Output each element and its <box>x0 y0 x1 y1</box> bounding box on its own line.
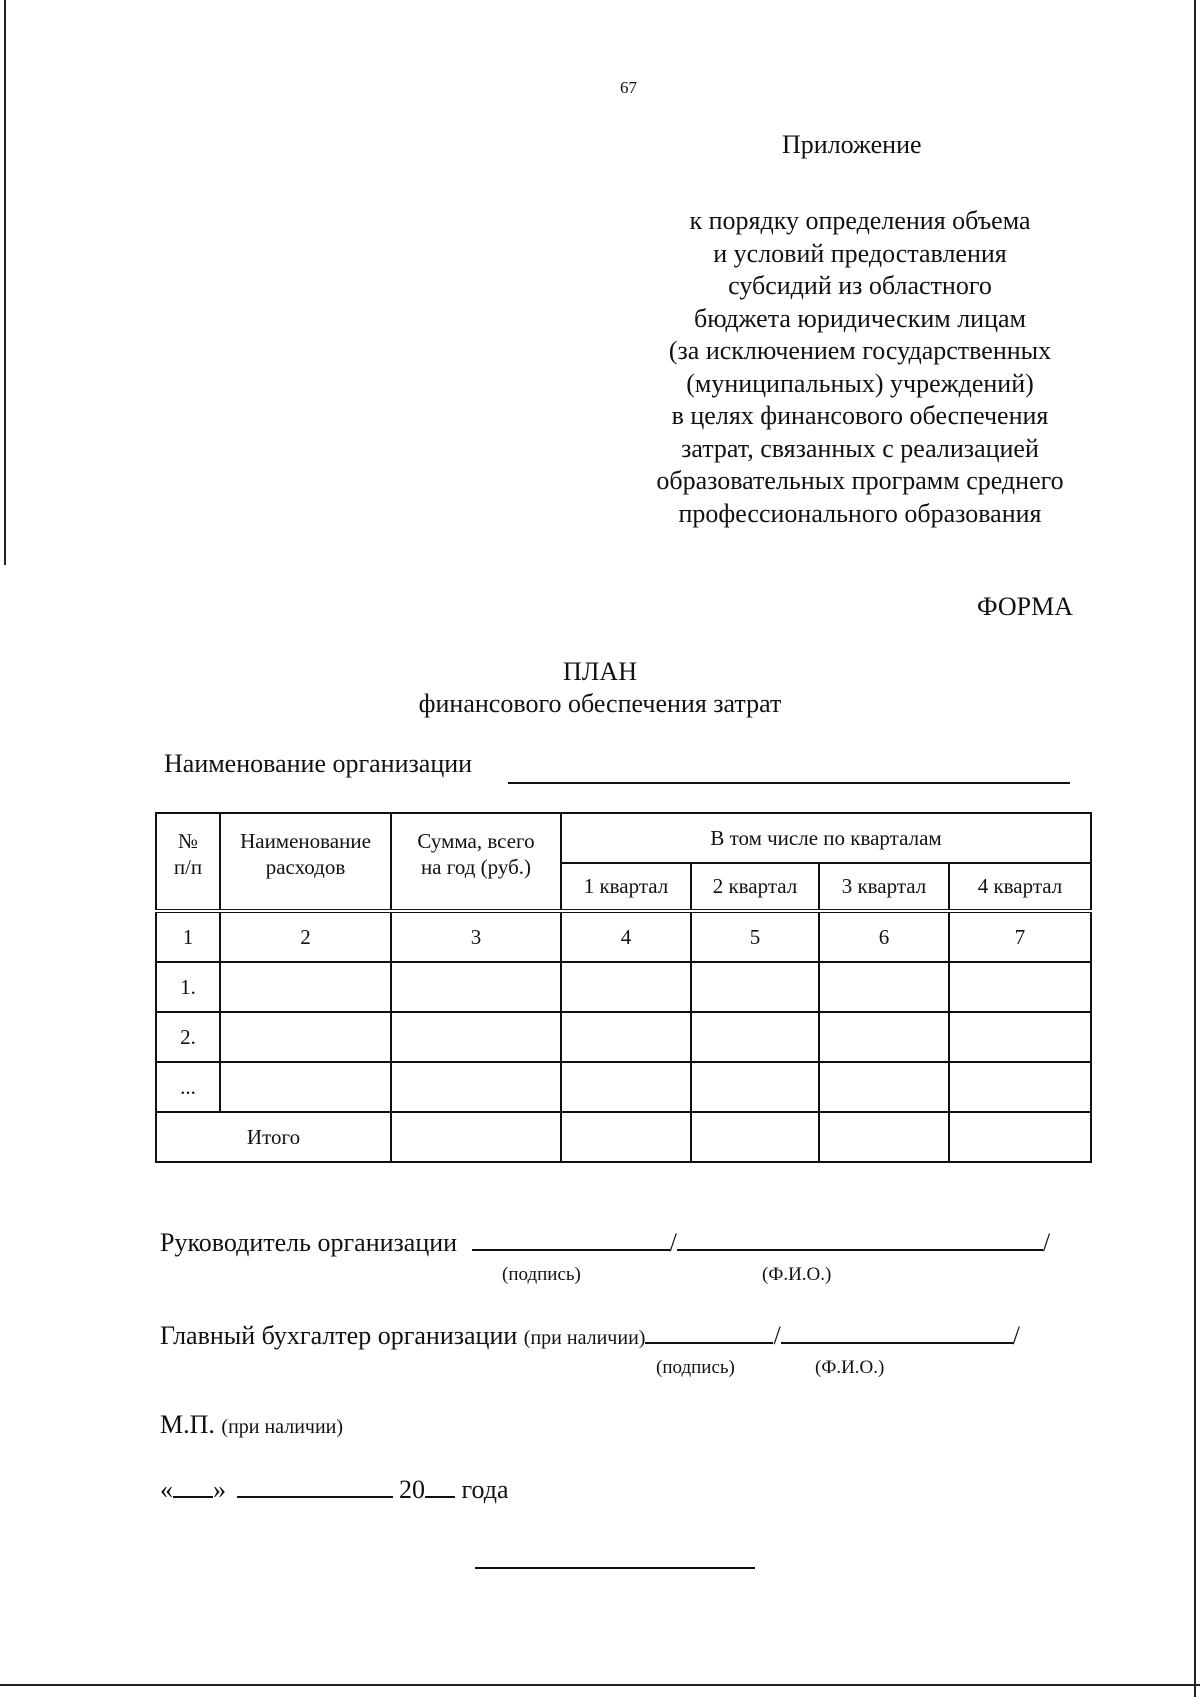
table-cell[interactable] <box>220 962 391 1012</box>
table-cell[interactable] <box>220 1062 391 1112</box>
row-number: ... <box>156 1062 220 1112</box>
header-quarters-group: В том числе по кварталам <box>561 813 1091 863</box>
head-fio-field[interactable] <box>677 1227 1043 1251</box>
accountant-label: Главный бухгалтер организации <box>160 1321 518 1350</box>
column-number: 7 <box>949 911 1091 962</box>
table-cell[interactable] <box>391 1112 561 1162</box>
table-cell[interactable] <box>391 962 561 1012</box>
date-suffix: года <box>461 1475 509 1504</box>
slash: / <box>1012 1321 1020 1350</box>
header-name-line2: расходов <box>265 855 346 879</box>
total-label: Итого <box>156 1112 391 1162</box>
org-name-field[interactable] <box>508 782 1070 784</box>
header-q4: 4 квартал <box>949 863 1091 911</box>
table-row <box>156 962 1091 1012</box>
header-num-line1: № <box>177 829 199 853</box>
scan-edge-bottom <box>0 1684 1200 1686</box>
row-number: 2. <box>156 1012 220 1062</box>
table-cell[interactable] <box>949 962 1091 1012</box>
header-annual-sum <box>391 813 561 911</box>
table-cell[interactable] <box>220 1012 391 1062</box>
header-name-line1: Наименование <box>240 829 371 853</box>
head-label: Руководитель организации <box>160 1228 458 1257</box>
appendix-line: субсидий из областного <box>728 271 992 300</box>
table-cell[interactable] <box>391 1012 561 1062</box>
date-day-field[interactable] <box>173 1474 213 1498</box>
slash: / <box>669 1228 677 1257</box>
appendix-line: затрат, связанных с реализацией <box>681 433 1039 463</box>
header-num <box>156 813 220 911</box>
slash: / <box>1042 1228 1051 1257</box>
table-cell[interactable] <box>561 1062 691 1112</box>
head-signature-row <box>160 1227 1050 1258</box>
financial-plan-table <box>155 812 1092 1163</box>
table-cell[interactable] <box>819 1112 949 1162</box>
stamp-note: (при наличии) <box>221 1416 344 1438</box>
accountant-signature-field[interactable] <box>645 1320 773 1344</box>
accountant-signature-row <box>160 1320 1020 1351</box>
accountant-sign-caption: (подпись) <box>656 1357 735 1378</box>
footer-divider <box>475 1567 755 1569</box>
head-signature-field[interactable] <box>472 1227 670 1251</box>
appendix-line: в целях финансового обеспечения <box>671 401 1049 430</box>
accountant-fio-field[interactable] <box>781 1320 1013 1344</box>
appendix-title: Приложение <box>782 130 922 159</box>
table-cell[interactable] <box>561 1112 691 1162</box>
org-name-label: Наименование организации <box>164 749 473 778</box>
column-number: 6 <box>819 911 949 962</box>
date-year-field[interactable] <box>425 1474 455 1498</box>
table-cell[interactable] <box>561 1012 691 1062</box>
header-sum-line2: на год (руб.) <box>420 855 532 879</box>
column-number: 4 <box>561 911 691 962</box>
appendix-line: бюджета юридическим лицам <box>693 303 1027 333</box>
table-cell[interactable] <box>949 1112 1091 1162</box>
appendix-description <box>610 205 1110 530</box>
header-q3: 3 квартал <box>819 863 949 911</box>
table-cell[interactable] <box>391 1062 561 1112</box>
table-cell[interactable] <box>949 1012 1091 1062</box>
table-cell[interactable] <box>819 1012 949 1062</box>
header-q1: 1 квартал <box>561 863 691 911</box>
stamp-row <box>160 1410 343 1440</box>
table-cell[interactable] <box>691 1112 819 1162</box>
accountant-note: (при наличии) <box>523 1327 646 1349</box>
scan-edge-right <box>1194 0 1196 1697</box>
row-number: 1. <box>156 962 220 1012</box>
column-number: 3 <box>391 911 561 962</box>
stamp-label: М.П. <box>160 1410 215 1439</box>
head-fio-caption: (Ф.И.О.) <box>762 1264 832 1285</box>
header-num-line2: п/п <box>173 855 203 879</box>
column-number: 5 <box>691 911 819 962</box>
table-row <box>156 1012 1091 1062</box>
appendix-line: образовательных программ среднего <box>656 466 1064 495</box>
appendix-line: (муниципальных) учреждений) <box>686 368 1034 398</box>
accountant-fio-caption: (Ф.И.О.) <box>815 1357 885 1378</box>
header-expense-name <box>220 813 391 911</box>
date-open-quote: « <box>160 1475 173 1504</box>
date-close-quote: » <box>213 1475 226 1504</box>
appendix-line: (за исключением государственных <box>668 336 1052 365</box>
table-cell[interactable] <box>819 962 949 1012</box>
column-number: 2 <box>220 911 391 962</box>
appendix-line: профессионального образования <box>678 498 1042 528</box>
appendix-line: к порядку определения объема <box>689 206 1031 235</box>
plan-title: ПЛАН <box>563 657 637 686</box>
head-sign-caption: (подпись) <box>502 1264 581 1285</box>
table-cell[interactable] <box>691 1062 819 1112</box>
appendix-line: и условий предоставления <box>713 238 1007 268</box>
header-q2: 2 квартал <box>691 863 819 911</box>
table-cell[interactable] <box>691 1012 819 1062</box>
table-cell[interactable] <box>949 1062 1091 1112</box>
form-label: ФОРМА <box>977 592 1073 621</box>
table-cell[interactable] <box>561 962 691 1012</box>
date-year-prefix: 20 <box>399 1475 425 1504</box>
total-row <box>156 1112 1091 1162</box>
table-cell[interactable] <box>819 1062 949 1112</box>
table-row <box>156 1062 1091 1112</box>
table-cell[interactable] <box>691 962 819 1012</box>
date-row <box>160 1474 509 1505</box>
date-month-field[interactable] <box>237 1474 393 1498</box>
plan-subtitle: финансового обеспечения затрат <box>418 689 782 718</box>
slash: / <box>773 1321 781 1350</box>
column-number: 1 <box>156 911 220 962</box>
header-sum-line1: Сумма, всего <box>417 829 535 853</box>
page-number: 67 <box>620 78 637 97</box>
scan-edge-left <box>4 0 6 565</box>
